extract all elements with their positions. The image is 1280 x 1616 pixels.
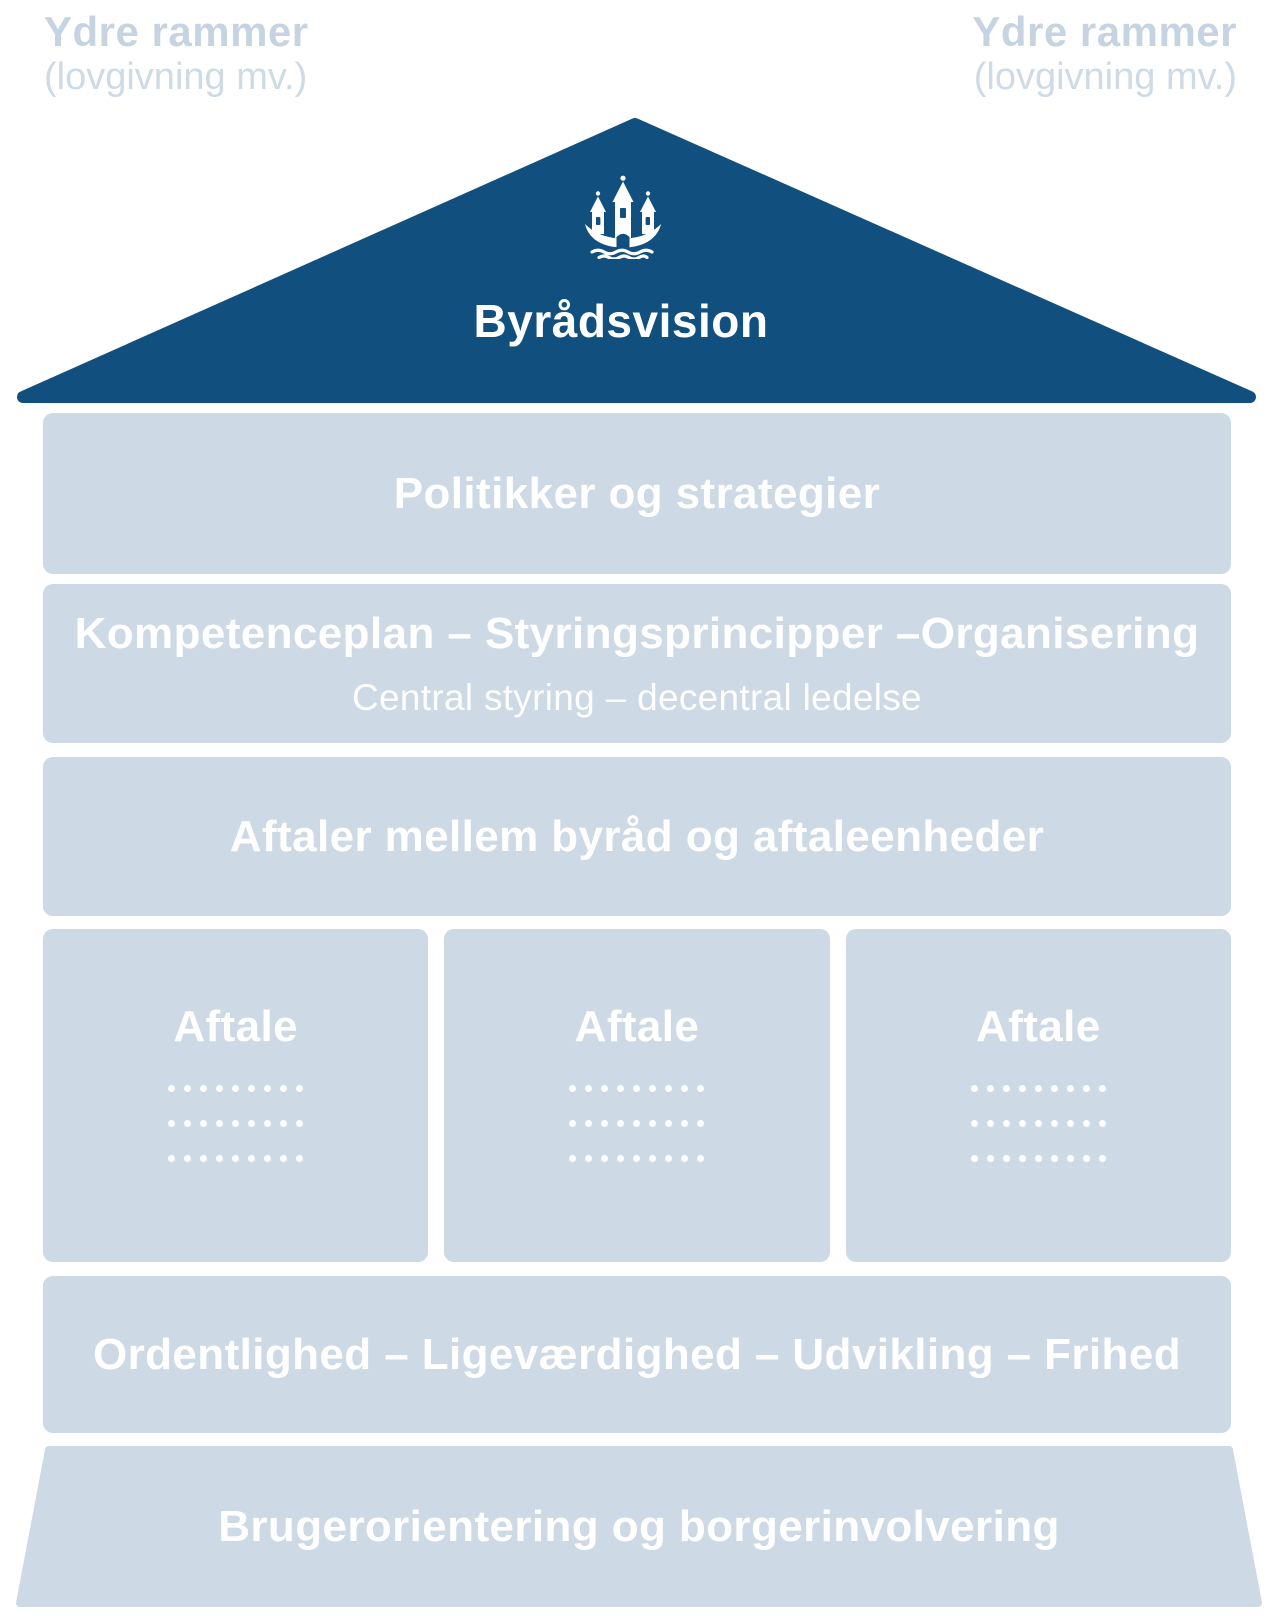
dot bbox=[216, 1155, 223, 1162]
dot bbox=[216, 1085, 223, 1092]
dot bbox=[1051, 1085, 1058, 1092]
dot bbox=[617, 1155, 624, 1162]
dot bbox=[585, 1085, 592, 1092]
dot bbox=[1003, 1155, 1010, 1162]
dot bbox=[1051, 1155, 1058, 1162]
dot bbox=[617, 1085, 624, 1092]
dot bbox=[1083, 1120, 1090, 1127]
dot-row bbox=[168, 1085, 303, 1092]
dot bbox=[649, 1155, 656, 1162]
dot bbox=[1019, 1085, 1026, 1092]
dot-row bbox=[971, 1120, 1106, 1127]
dot bbox=[168, 1155, 175, 1162]
dot bbox=[1099, 1085, 1106, 1092]
dot bbox=[184, 1085, 191, 1092]
dot bbox=[665, 1085, 672, 1092]
dot bbox=[216, 1120, 223, 1127]
dot bbox=[1035, 1085, 1042, 1092]
dot bbox=[1067, 1155, 1074, 1162]
dot bbox=[569, 1155, 576, 1162]
dot bbox=[232, 1155, 239, 1162]
dot bbox=[296, 1085, 303, 1092]
dot bbox=[264, 1120, 271, 1127]
roof-triangle bbox=[15, 116, 1258, 404]
dot bbox=[1083, 1085, 1090, 1092]
row-kompetenceplan-subtitle: Central styring – decentral ledelse bbox=[352, 676, 922, 718]
row-kompetenceplan bbox=[43, 584, 1231, 743]
dot bbox=[184, 1155, 191, 1162]
dot bbox=[697, 1155, 704, 1162]
dot bbox=[1019, 1155, 1026, 1162]
row-kompetenceplan-title: Kompetenceplan – Styringsprincipper –Organisering bbox=[74, 608, 1200, 658]
outer-frame-right bbox=[972, 8, 1237, 100]
dot bbox=[1003, 1120, 1010, 1127]
dot bbox=[633, 1085, 640, 1092]
dot-row bbox=[569, 1085, 704, 1092]
dot bbox=[633, 1155, 640, 1162]
dot bbox=[1051, 1120, 1058, 1127]
dot-row bbox=[168, 1155, 303, 1162]
outer-frame-left bbox=[44, 8, 309, 100]
placeholder-dots bbox=[971, 1085, 1106, 1162]
row-politikker-og-strategier bbox=[43, 413, 1231, 574]
dot bbox=[200, 1085, 207, 1092]
dot bbox=[971, 1085, 978, 1092]
dot bbox=[633, 1120, 640, 1127]
dot bbox=[971, 1155, 978, 1162]
dot bbox=[1067, 1085, 1074, 1092]
dot bbox=[681, 1155, 688, 1162]
placeholder-dots bbox=[569, 1085, 704, 1162]
dot bbox=[184, 1120, 191, 1127]
dot bbox=[649, 1120, 656, 1127]
dot bbox=[296, 1120, 303, 1127]
dot bbox=[232, 1120, 239, 1127]
dot bbox=[264, 1155, 271, 1162]
dot bbox=[296, 1155, 303, 1162]
aftale-box-1 bbox=[43, 929, 428, 1262]
dot bbox=[601, 1085, 608, 1092]
aftale-box-1-title: Aftale bbox=[173, 1002, 298, 1051]
outer-frame-right-subtitle: (lovgivning mv.) bbox=[973, 56, 1237, 99]
dot bbox=[232, 1085, 239, 1092]
dot-row bbox=[569, 1120, 704, 1127]
dot bbox=[264, 1085, 271, 1092]
dot bbox=[200, 1120, 207, 1127]
dot bbox=[1083, 1155, 1090, 1162]
dot bbox=[987, 1085, 994, 1092]
dot bbox=[569, 1085, 576, 1092]
dot bbox=[1035, 1120, 1042, 1127]
row-politikker-title: Politikker og strategier bbox=[393, 468, 881, 518]
dot bbox=[1067, 1120, 1074, 1127]
dot bbox=[665, 1120, 672, 1127]
placeholder-dots bbox=[168, 1085, 303, 1162]
dot bbox=[649, 1085, 656, 1092]
castle-ship-logo-icon bbox=[585, 175, 661, 259]
dot bbox=[697, 1120, 704, 1127]
roof-title: Byrådsvision bbox=[473, 295, 769, 347]
aftale-boxes-row bbox=[43, 929, 1231, 1262]
dot bbox=[200, 1155, 207, 1162]
aftale-box-2-title: Aftale bbox=[574, 1002, 700, 1051]
foundation-title: Brugerorientering og borgerinvolvering bbox=[218, 1501, 1060, 1551]
aftale-box-3-title: Aftale bbox=[975, 1002, 1101, 1051]
dot bbox=[280, 1155, 287, 1162]
row-vaerdier bbox=[43, 1276, 1231, 1433]
row-vaerdier-title: Ordentlighed – Ligeværdighed – Udvikling – Frihed bbox=[93, 1329, 1181, 1379]
dot bbox=[971, 1120, 978, 1127]
dot bbox=[248, 1120, 255, 1127]
outer-frame-left-subtitle: (lovgivning mv.) bbox=[44, 56, 308, 99]
dot bbox=[569, 1120, 576, 1127]
outer-frame-left-title: Ydre rammer bbox=[44, 8, 309, 55]
dot bbox=[1035, 1155, 1042, 1162]
dot bbox=[168, 1120, 175, 1127]
dot bbox=[681, 1120, 688, 1127]
dot bbox=[248, 1155, 255, 1162]
dot bbox=[601, 1155, 608, 1162]
dot bbox=[617, 1120, 624, 1127]
dot bbox=[601, 1120, 608, 1127]
aftale-box-3 bbox=[846, 929, 1231, 1262]
dot bbox=[168, 1085, 175, 1092]
dot bbox=[987, 1155, 994, 1162]
dot-row bbox=[971, 1085, 1106, 1092]
dot bbox=[987, 1120, 994, 1127]
row-aftaler bbox=[43, 757, 1231, 916]
dot bbox=[280, 1120, 287, 1127]
dot-row bbox=[168, 1120, 303, 1127]
dot bbox=[1003, 1085, 1010, 1092]
dot bbox=[1099, 1155, 1106, 1162]
dot bbox=[1099, 1120, 1106, 1127]
dot bbox=[1019, 1120, 1026, 1127]
dot bbox=[697, 1085, 704, 1092]
dot-row bbox=[569, 1155, 704, 1162]
dot bbox=[280, 1085, 287, 1092]
dot bbox=[665, 1155, 672, 1162]
dot bbox=[248, 1085, 255, 1092]
row-aftaler-title: Aftaler mellem byråd og aftaleenheder bbox=[229, 811, 1045, 861]
dot bbox=[585, 1120, 592, 1127]
aftale-box-2 bbox=[444, 929, 829, 1262]
dot bbox=[585, 1155, 592, 1162]
dot-row bbox=[971, 1155, 1106, 1162]
outer-frame-right-title: Ydre rammer bbox=[972, 8, 1237, 55]
dot bbox=[681, 1085, 688, 1092]
